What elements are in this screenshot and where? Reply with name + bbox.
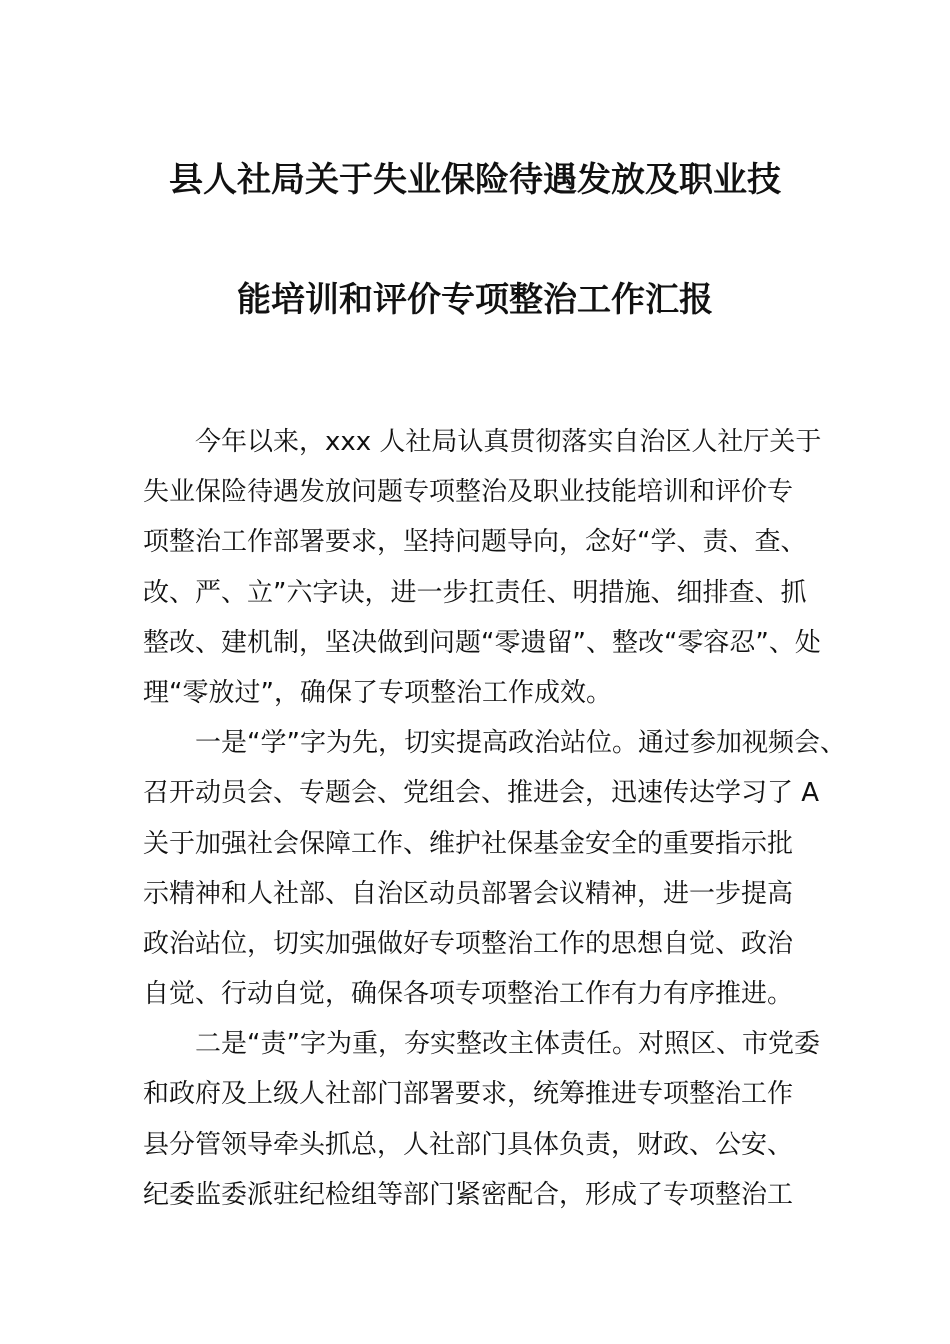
paragraph-line: 二是“责”字为重，夯实整改主体责任。对照区、市党委 [195, 1029, 820, 1060]
document-body [143, 417, 846, 1220]
paragraph-line: 县分管领导牵头抓总，人社部门具体负责，财政、公安、 [143, 1129, 794, 1160]
paragraph-line: 政治站位，切实加强做好专项整治工作的思想自觉、政治 [143, 928, 794, 959]
document-title-line-1: 县人社局关于失业保险待遇发放及职业技 [169, 160, 781, 200]
paragraph-line: 自觉、行动自觉，确保各项专项整治工作有力有序推进。 [143, 979, 794, 1010]
paragraph-line: 示精神和人社部、自治区动员部署会议精神，进一步提高 [143, 878, 794, 909]
document-title-line-2: 能培训和评价专项整治工作汇报 [237, 280, 713, 320]
paragraph-line: 一是“学”字为先，切实提高政治站位。通过参加视频会、 [195, 728, 846, 759]
paragraph-line: 今年以来，xxx 人社局认真贯彻落实自治区人社厅关于 [195, 427, 822, 457]
paragraph-line: 纪委监委派驻纪检组等部门紧密配合，形成了专项整治工 [143, 1179, 794, 1210]
paragraph-line: 失业保险待遇发放问题专项整治及职业技能培训和评价专 [143, 477, 794, 508]
paragraph-line: 理“零放过”，确保了专项整治工作成效。 [143, 677, 612, 708]
paragraph-line: 项整治工作部署要求，坚持问题导向，念好“学、责、查、 [143, 527, 807, 558]
paragraph-line: 召开动员会、专题会、党组会、推进会，迅速传达学习了 A [143, 778, 820, 809]
paragraph-line: 和政府及上级人社部门部署要求，统筹推进专项整治工作 [143, 1079, 794, 1110]
paragraph-line: 改、严、立”六字诀，进一步扛责任、明措施、细排查、抓 [143, 577, 807, 608]
paragraph-line: 关于加强社会保障工作、维护社保基金安全的重要指示批 [143, 828, 794, 859]
paragraph-line: 整改、建机制，坚决做到问题“零遗留”、整改“零容忍”、处 [143, 627, 821, 658]
